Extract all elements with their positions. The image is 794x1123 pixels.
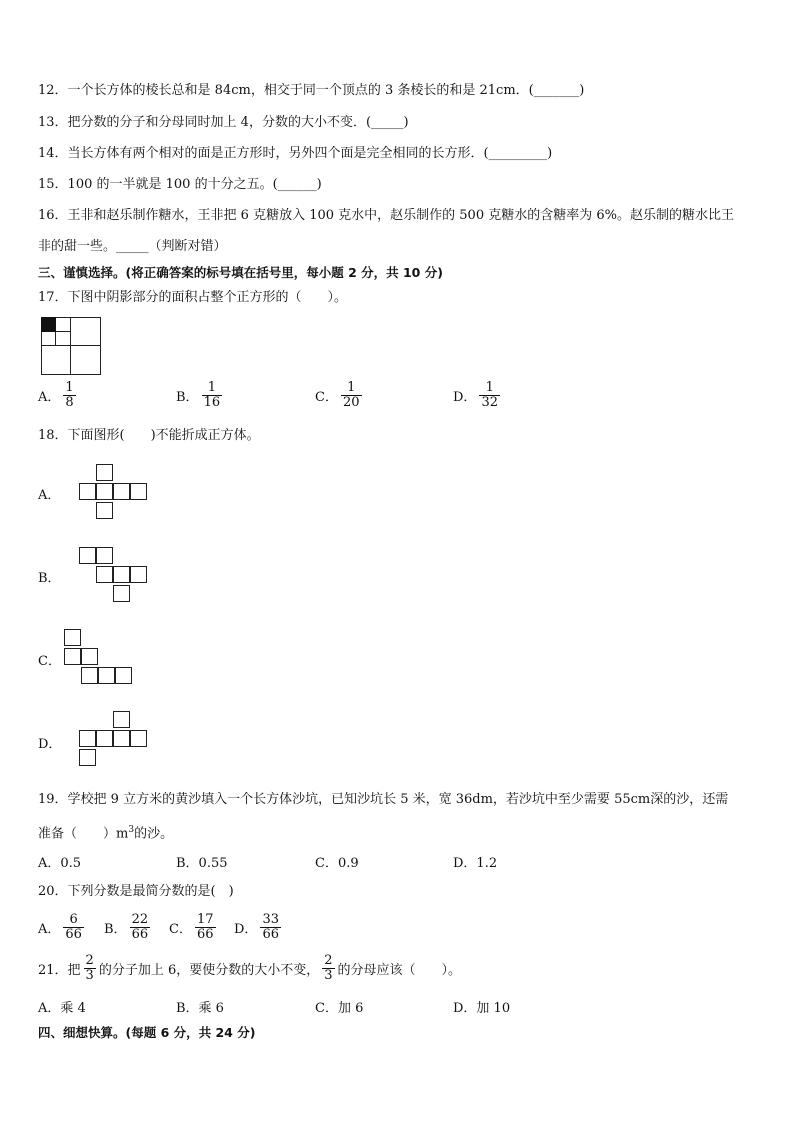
option-letter: D． [234, 922, 258, 937]
q18-net-d [79, 711, 151, 769]
q21-option-d[interactable]: D．加 10 [453, 1001, 511, 1016]
fraction: $\frac{17}{66}$ [196, 912, 214, 942]
fraction: $\frac{1}{8}$ [65, 380, 74, 410]
q21-option-b[interactable]: B．乘 6 [176, 1001, 224, 1016]
q20-option-a[interactable] [38, 913, 87, 942]
q18-option-d-label[interactable]: D． [38, 737, 62, 752]
question-14: 14．当长方体有两个相对的面是正方形时，另外四个面是完全相同的长方形．(_________) [38, 146, 553, 161]
option-letter: B． [104, 922, 127, 937]
section-3-heading: 三、谨慎选择。(将正确答案的标号填在括号里，每小题 2 分，共 10 分) [38, 265, 443, 280]
question-12: 12．一个长方体的棱长总和是 84cm，相交于同一个顶点的 3 条棱长的和是 21cm．(_______) [38, 83, 585, 98]
q19-option-b[interactable]: B．0.55 [176, 856, 228, 871]
q19-option-c[interactable]: C．0.9 [315, 856, 359, 871]
question-16-line1: 16．王非和赵乐制作糖水，王非把 6 克糖放入 100 克水中，赵乐制作的 500 克糖水的含糖率为 6%。赵乐制的糖水比王 [38, 208, 734, 223]
question-19-line1: 19．学校把 9 立方米的黄沙填入一个长方体沙坑，已知沙坑长 5 米，宽 36dm，若沙坑中至少需要 55cm深的沙，还需 [38, 792, 729, 807]
q20-option-b[interactable] [104, 913, 153, 942]
q19-text-end: 的沙。 [134, 826, 174, 842]
q17-option-c[interactable] [315, 381, 365, 410]
option-letter: D． [453, 390, 477, 405]
q18-net-a [79, 464, 151, 522]
fraction: $\frac{22}{66}$ [131, 912, 149, 942]
q18-option-c-label[interactable]: C． [38, 654, 61, 669]
q17-option-a[interactable] [38, 381, 79, 410]
q17-square-figure [41, 317, 101, 375]
q17-shaded-cell [41, 317, 56, 332]
q17-option-d[interactable] [453, 381, 503, 410]
option-letter: C． [315, 390, 338, 405]
q21-text-b: 的分子加上 6，要使分数的大小不变， [98, 963, 320, 978]
q19-option-a[interactable]: A．0.5 [38, 856, 82, 871]
option-letter: C． [169, 922, 192, 937]
q21-option-c[interactable]: C．加 6 [315, 1001, 364, 1016]
q18-option-b-label[interactable]: B． [38, 571, 61, 586]
question-20: 20．下列分数是最简分数的是( ) [38, 884, 234, 899]
option-letter: A． [38, 922, 61, 937]
q19-unit-superscript: 3 [128, 825, 135, 835]
q19-option-d[interactable]: D．1.2 [453, 856, 498, 871]
q19-text: 准备（ ）m [38, 826, 129, 842]
fraction: $\frac{6}{66}$ [65, 912, 82, 942]
fraction: $\frac{1}{20}$ [342, 380, 360, 410]
fraction: $\frac{1}{16}$ [203, 380, 221, 410]
question-21 [38, 954, 461, 983]
fraction: $\frac{2}{3}$ [85, 953, 94, 983]
question-19-line2 [38, 821, 173, 843]
q20-option-c[interactable] [169, 913, 219, 942]
question-13: 13．把分数的分子和分母同时加上 4，分数的大小不变．(_____) [38, 115, 409, 130]
q21-text-a: 21．把 [38, 963, 81, 978]
q17-option-b[interactable] [176, 381, 225, 410]
q18-option-a-label[interactable]: A． [38, 488, 61, 503]
question-18: 18．下面图形( )不能折成正方体。 [38, 428, 260, 443]
fraction: $\frac{33}{66}$ [262, 912, 279, 942]
q21-option-a[interactable]: A．乘 4 [38, 1001, 86, 1016]
q18-net-b [79, 547, 151, 605]
question-17: 17．下图中阴影部分的面积占整个正方形的（ ）。 [38, 290, 348, 305]
option-letter: A． [38, 390, 61, 405]
option-letter: B． [176, 390, 199, 405]
question-16-line2: 非的甜一些。_____（判断对错） [38, 239, 227, 254]
fraction: $\frac{1}{32}$ [481, 380, 498, 410]
fraction: $\frac{2}{3}$ [324, 953, 333, 983]
question-15: 15．100 的一半就是 100 的十分之五。(______) [38, 177, 322, 192]
section-4-heading: 四、细想快算。(每题 6 分，共 24 分) [38, 1025, 256, 1040]
q20-option-d[interactable] [234, 913, 284, 942]
q21-text-c: 的分母应该（ ）。 [337, 963, 462, 978]
q18-net-c [64, 629, 136, 687]
